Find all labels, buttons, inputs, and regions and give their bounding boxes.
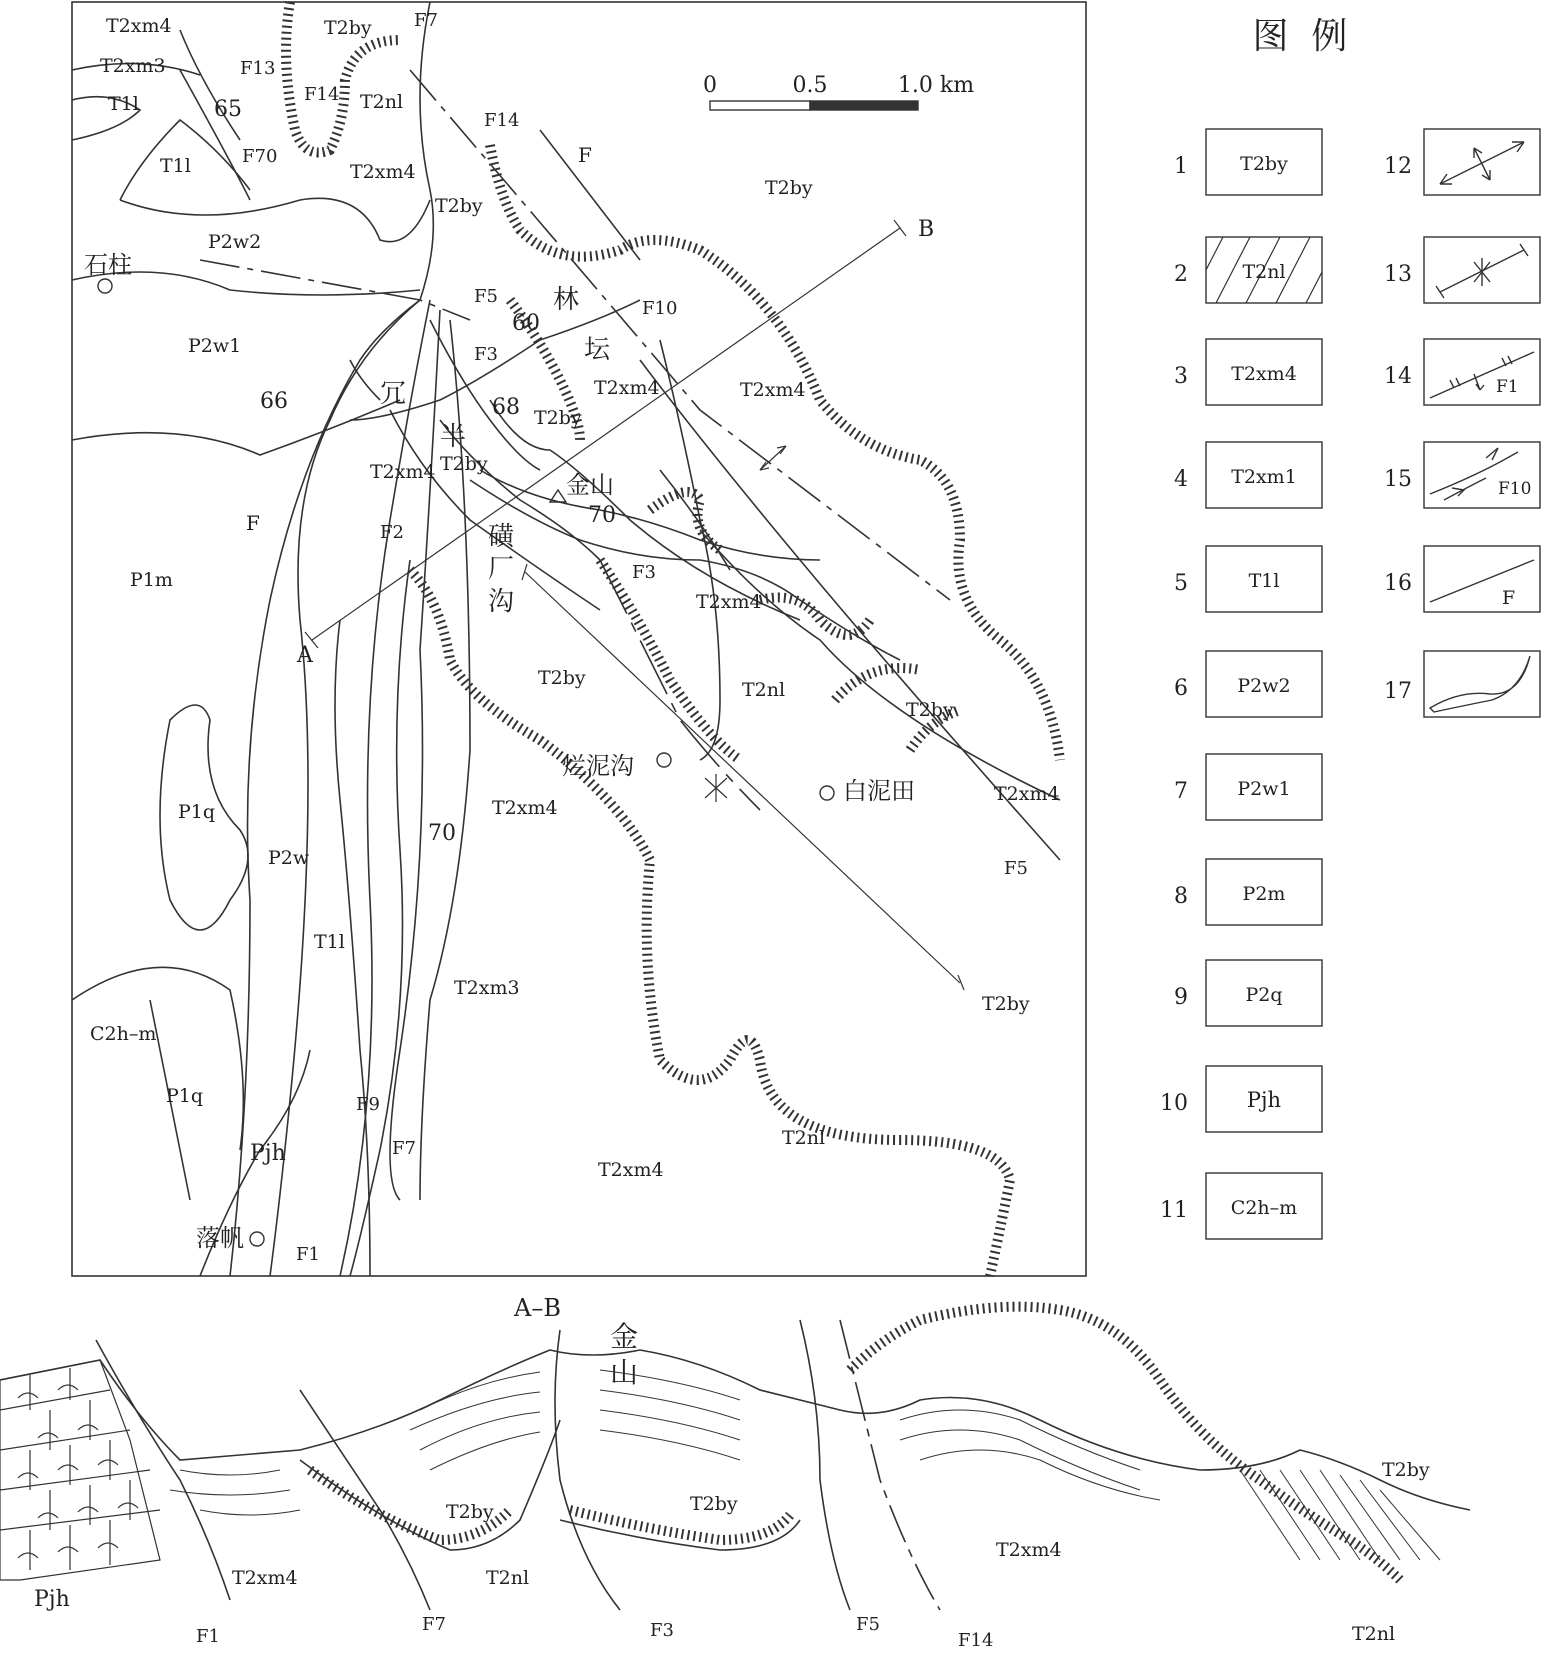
fault-label: F14 (304, 84, 340, 105)
legend-num: 10 (1160, 1091, 1188, 1116)
legend-num: 9 (1174, 985, 1188, 1010)
section-fault-label: F3 (650, 1620, 674, 1641)
luofan-symbol (250, 1232, 264, 1246)
map-unit-label: T2nl (742, 679, 786, 701)
map-unit-label: T1l (314, 931, 345, 953)
section-unit-label: T2nl (1352, 1623, 1396, 1645)
map-unit-label: T2xm4 (994, 783, 1060, 805)
legend-item (1384, 129, 1540, 195)
scale-bar (703, 73, 974, 110)
legend-label: P2m (1242, 883, 1286, 905)
label-jinshan: 金山 (566, 471, 614, 499)
legend-item (1174, 960, 1322, 1026)
legend-label: P2q (1245, 984, 1283, 1006)
legend-label: Pjh (1246, 1088, 1282, 1112)
cross-section (0, 1294, 1470, 1651)
label-lannigou: 烂泥沟 (562, 752, 634, 780)
label-ban: 半 (440, 422, 467, 452)
fault-label: F2 (380, 522, 404, 543)
legend-label: F10 (1498, 479, 1532, 499)
map-unit-label: T2xm4 (492, 797, 558, 819)
section-t2nl-band-2 (570, 1510, 790, 1540)
fault-label: F10 (642, 298, 678, 319)
label-tan: 坛 (584, 335, 611, 365)
baynitian-symbol (820, 786, 834, 800)
dip-value: 60 (512, 311, 540, 336)
map-unit-label: T2xm3 (454, 977, 520, 999)
label-rong: 冗 (380, 379, 407, 409)
legend-item (1174, 129, 1322, 195)
label-lin: 林 (553, 285, 580, 315)
map-unit-label: P2w1 (188, 335, 242, 357)
map-unit-label: T2by (765, 177, 813, 199)
legend-num: 16 (1384, 571, 1412, 596)
map-unit-labels (90, 15, 1060, 1181)
map-unit-label: T2xm4 (370, 461, 436, 483)
map-unit-label: T2xm4 (598, 1159, 664, 1181)
section-unit-label: T2xm4 (996, 1539, 1062, 1561)
scale-tick-0: 0 (703, 73, 717, 98)
dip-value: 70 (588, 503, 616, 528)
legend-item (1174, 237, 1322, 303)
legend-num: 7 (1174, 779, 1188, 804)
legend-label: T1l (1248, 570, 1280, 592)
label-section-b: B (918, 217, 935, 242)
dip-value: 68 (492, 395, 520, 420)
map-unit-label: T1l (160, 155, 191, 177)
legend-item (1384, 237, 1540, 303)
label-section-a: A (297, 643, 313, 668)
legend-label: P2w2 (1237, 675, 1291, 697)
dip-value: 65 (214, 97, 242, 122)
lannigou-symbol (657, 753, 671, 767)
section-bedding (170, 1370, 1440, 1560)
map-unit-label: P1q (178, 801, 216, 823)
legend-num: 13 (1384, 262, 1412, 287)
label-shizhu: 石柱 (84, 251, 132, 279)
legend-num: 17 (1384, 679, 1412, 704)
fault-label: F (578, 143, 592, 167)
map-unit-label: T2nl (360, 91, 404, 113)
map-unit-label: T2xm4 (740, 379, 806, 401)
scale-tick-one: 1.0 km (897, 73, 975, 98)
label-huang: 磺 (488, 522, 515, 552)
map-unit-label: T2by (906, 699, 954, 721)
map-unit-label: T1l (108, 93, 139, 115)
fault-label: F7 (392, 1138, 416, 1159)
legend-label: P2w1 (1237, 778, 1291, 800)
legend-num: 3 (1174, 364, 1188, 389)
legend-num: 14 (1384, 364, 1412, 389)
map-unit-label: T2xm4 (106, 15, 172, 37)
legend-item (1174, 859, 1322, 925)
section-peak-char-1: 金 (610, 1320, 639, 1353)
label-gou: 沟 (488, 587, 515, 617)
legend-swatch (1424, 546, 1540, 612)
legend-label: F1 (1496, 377, 1519, 397)
legend-item (1174, 339, 1322, 405)
legend-title: 图 例 (1252, 16, 1348, 57)
legend-item (1160, 1066, 1322, 1132)
legend-item (1384, 651, 1540, 717)
section-fault-label: F7 (422, 1614, 446, 1635)
fault-label: F70 (242, 146, 278, 167)
map-unit-label: T2nl (782, 1127, 826, 1149)
legend-item (1384, 546, 1540, 612)
legend-label: T2xm1 (1231, 466, 1297, 488)
legend-item (1174, 651, 1322, 717)
legend-swatch (1424, 339, 1540, 405)
legend-num: 12 (1384, 154, 1412, 179)
section-unit-label: T2by (690, 1493, 738, 1515)
label-luofan: 落帆 (196, 1224, 244, 1252)
legend-item (1174, 442, 1322, 508)
section-unit-label: T2by (446, 1501, 494, 1523)
fault-label: F5 (1004, 858, 1028, 879)
fault-label: F3 (632, 562, 656, 583)
scale-tick-half: 0.5 (792, 73, 828, 98)
map-unit-label: T2by (538, 667, 586, 689)
legend-label: C2h–m (1230, 1197, 1298, 1219)
legend-label: T2nl (1242, 261, 1286, 283)
legend-num: 5 (1174, 571, 1188, 596)
section-peak-char-2: 山 (610, 1356, 639, 1389)
section-unit-label: Pjh (34, 1587, 70, 1612)
map-unit-label: T2xm4 (696, 591, 762, 613)
legend-num: 1 (1174, 154, 1188, 179)
shizhu-symbol (98, 279, 112, 293)
map-unit-label: Pjh (250, 1141, 286, 1166)
map-unit-label: T2by (324, 17, 372, 39)
legend-num: 8 (1174, 884, 1188, 909)
legend-num: 2 (1174, 262, 1188, 287)
fault-label: F (246, 511, 260, 535)
legend-num: 4 (1174, 467, 1188, 492)
section-title: A–B (514, 1294, 561, 1322)
section-unit-label: T2by (1382, 1459, 1430, 1481)
legend-item (1384, 442, 1540, 508)
fault-label: F5 (474, 286, 498, 307)
legend-item (1174, 546, 1322, 612)
map-unit-label: P2w2 (208, 231, 262, 253)
map-place-labels (84, 217, 934, 1252)
map-unit-label: C2h–m (90, 1023, 157, 1045)
legend-num: 11 (1160, 1198, 1188, 1223)
legend-item (1384, 339, 1540, 405)
label-chang: 厂 (488, 554, 515, 584)
map-unit-label: T2by (982, 993, 1030, 1015)
label-baynitian: 白泥田 (843, 777, 915, 805)
section-unit-label: T2xm4 (232, 1567, 298, 1589)
map-unit-label: T2by (435, 195, 483, 217)
legend-label: F (1502, 587, 1516, 609)
legend (1160, 16, 1540, 1239)
map-unit-label: T2xm4 (594, 377, 660, 399)
map-unit-label: T2by (534, 407, 582, 429)
map-unit-label: T2by (440, 453, 488, 475)
map-section-line (305, 220, 906, 648)
fault-label: F13 (240, 58, 276, 79)
legend-swatch (1424, 129, 1540, 195)
fault-label: F14 (484, 110, 520, 131)
fault-label: F7 (414, 10, 438, 31)
section-unit-label: T2nl (486, 1567, 530, 1589)
map-frame (72, 2, 1086, 1276)
t2nl-bands (286, 2, 1060, 1276)
section-t2nl-band-3 (850, 1307, 1400, 1580)
section-fault-label: F5 (856, 1614, 880, 1635)
legend-num: 6 (1174, 676, 1188, 701)
dip-value: 70 (428, 821, 456, 846)
legend-label: T2by (1240, 153, 1288, 175)
fault-label: F1 (296, 1244, 320, 1265)
legend-num: 15 (1384, 467, 1412, 492)
map-unit-label: P2w (268, 847, 310, 869)
map-fault-labels (240, 10, 1028, 1265)
section-fault-label: F14 (958, 1630, 994, 1651)
legend-item (1174, 754, 1322, 820)
map-unit-label: P1q (166, 1085, 204, 1107)
dip-value: 66 (260, 389, 288, 414)
map-unit-label: T2xm4 (350, 161, 416, 183)
legend-label: T2xm4 (1231, 363, 1297, 385)
legend-item (1160, 1173, 1322, 1239)
pjh-limestone-pattern (0, 1360, 160, 1580)
section-surface (0, 1350, 1470, 1510)
map-unit-label: T2xm3 (100, 55, 166, 77)
fault-label: F3 (474, 344, 498, 365)
section-fault-label: F1 (196, 1626, 220, 1647)
fault-label: F9 (356, 1094, 380, 1115)
map-unit-label: P1m (130, 569, 173, 591)
